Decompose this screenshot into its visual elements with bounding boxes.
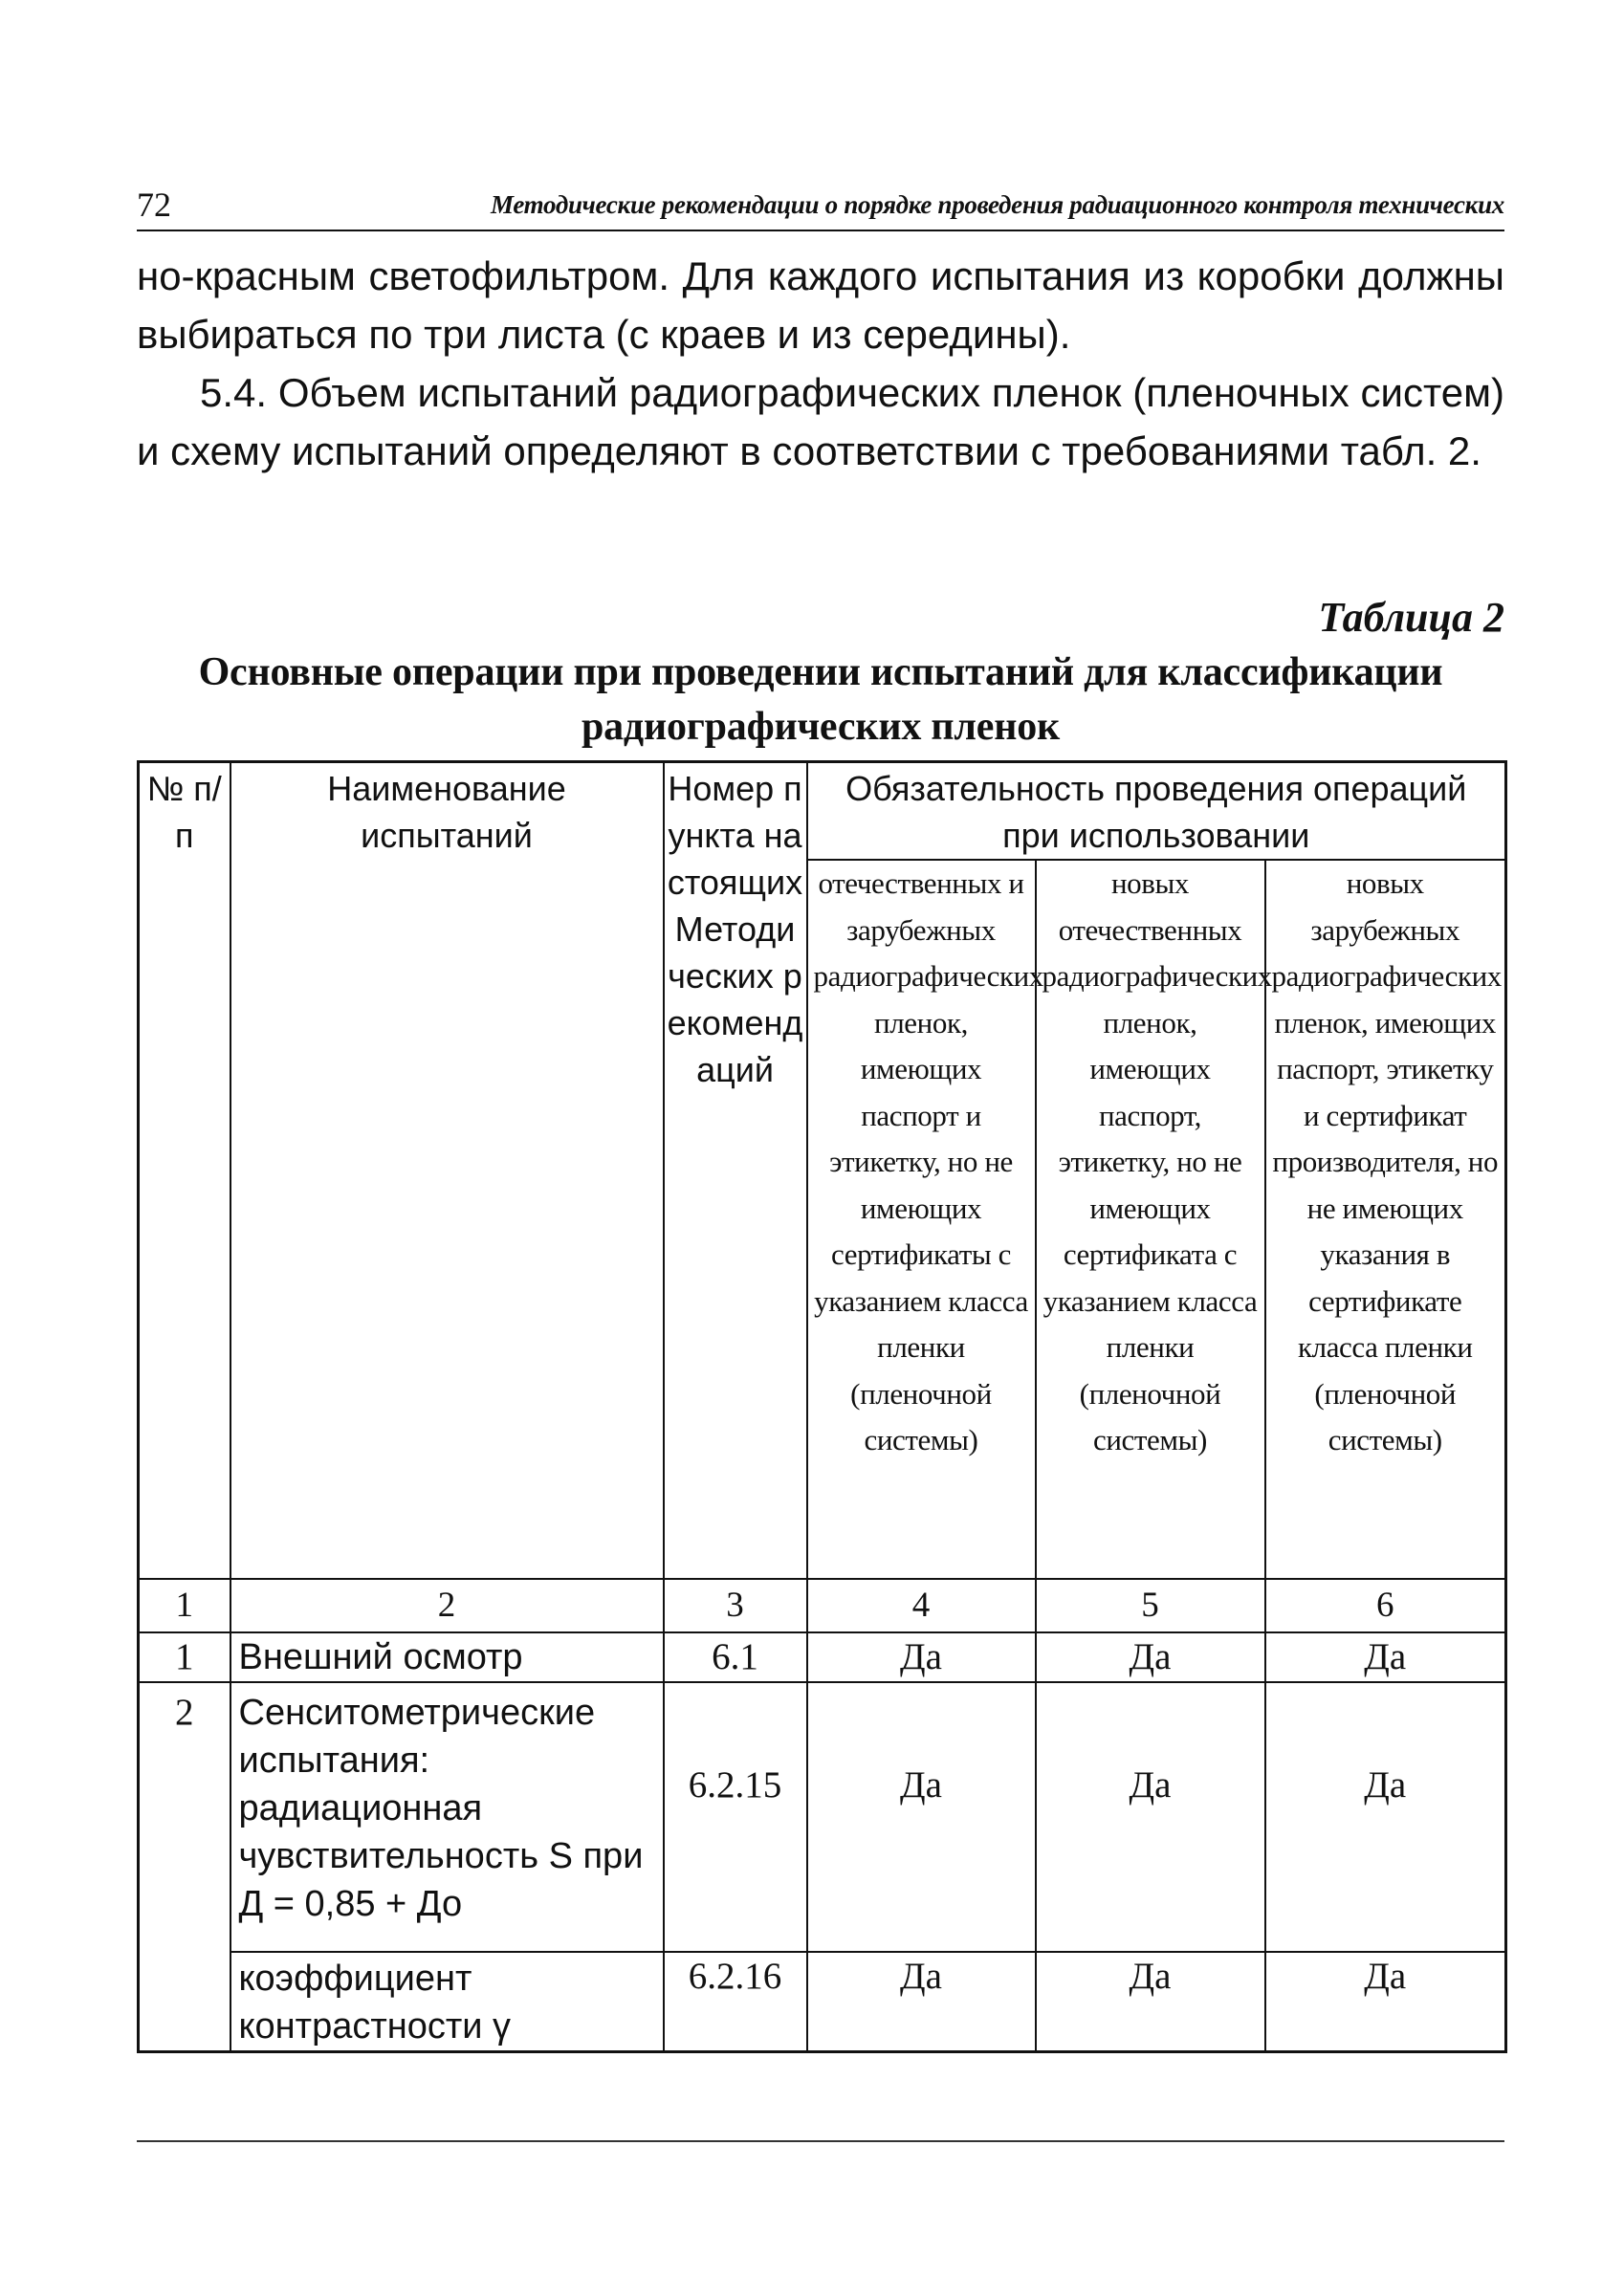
obligation-value: Да <box>807 1952 1036 2052</box>
footer-divider <box>137 2140 1504 2142</box>
clause-number: 6.2.15 <box>664 1682 807 1952</box>
obligation-value: Да <box>1036 1632 1265 1682</box>
running-head <box>137 182 1504 228</box>
operations-table <box>137 760 1507 2053</box>
test-name: Сенситометрические испытания: радиационная чувствительность S при Д = 0,85 + До <box>230 1682 664 1952</box>
header-divider <box>137 230 1504 231</box>
obligation-value: Да <box>807 1632 1036 1682</box>
column-number: 1 <box>139 1579 230 1632</box>
table-caption: Основные операции при проведении испытаний для классификации радиографических пленок <box>198 650 1443 749</box>
obligation-value: Да <box>1265 1632 1506 1682</box>
column-number: 4 <box>807 1579 1036 1632</box>
table-row <box>139 1952 1506 2052</box>
clause-number: 6.1 <box>664 1632 807 1682</box>
running-head-title: Методические рекомендации о порядке проведения радиационного контроля технических <box>491 190 1504 219</box>
test-name: Внешний осмотр <box>230 1632 664 1682</box>
table-header-row <box>139 762 1506 861</box>
subheader-new-foreign-films: новых зарубежных радиографических пленок, имеющих паспорт, этикетку и сертификат производителя, но не имеющих указания в сертификате класса пленки (пленочной системы) <box>1265 860 1506 1579</box>
table-row <box>139 1682 1506 1952</box>
header-number: № п/п <box>139 762 230 1580</box>
clause-number: 6.2.16 <box>664 1952 807 2052</box>
header-obligation-group: Обязательность проведения операций при использовании <box>807 762 1506 861</box>
page-number: 72 <box>137 186 171 224</box>
obligation-value: Да <box>1265 1952 1506 2052</box>
header-clause-number: Номер пункта настоящих Методических рекомендаций <box>664 762 807 1580</box>
column-number: 5 <box>1036 1579 1265 1632</box>
subheader-new-domestic-films: новых отечественных радиографических пленок, имеющих паспорт, этикетку, но не имеющих сертификата с указанием класса пленки (пленочной системы) <box>1036 860 1265 1579</box>
row-number: 1 <box>139 1632 230 1682</box>
obligation-value: Да <box>1036 1682 1265 1952</box>
obligation-value: Да <box>1036 1952 1265 2052</box>
obligation-value: Да <box>807 1682 1036 1952</box>
paragraph: 5.4. Объем испытаний радиографических пленок (пленочных систем) и схему испытаний определяют в соответствии с требованиями табл. 2. <box>137 370 1504 473</box>
body-text <box>137 247 1504 480</box>
column-number-row <box>139 1579 1506 1632</box>
obligation-value: Да <box>1265 1682 1506 1952</box>
row-number: 2 <box>139 1682 230 2052</box>
subheader-domestic-foreign-films: отечественных и зарубежных радиографических пленок, имеющих паспорт и этикетку, но не имеющих сертификаты с указанием класса пленки (пленочной системы) <box>807 860 1036 1579</box>
column-number: 3 <box>664 1579 807 1632</box>
table-label: Таблица 2 <box>1318 594 1504 641</box>
paragraph: но-красным светофильтром. Для каждого испытания из коробки должны выбираться по три листа (с краев и из середины). <box>137 253 1504 357</box>
column-number: 6 <box>1265 1579 1506 1632</box>
header-test-name: Наименование испытаний <box>230 762 664 1580</box>
test-name: коэффициент контрастности γ <box>230 1952 664 2052</box>
table-row <box>139 1632 1506 1682</box>
column-number: 2 <box>230 1579 664 1632</box>
